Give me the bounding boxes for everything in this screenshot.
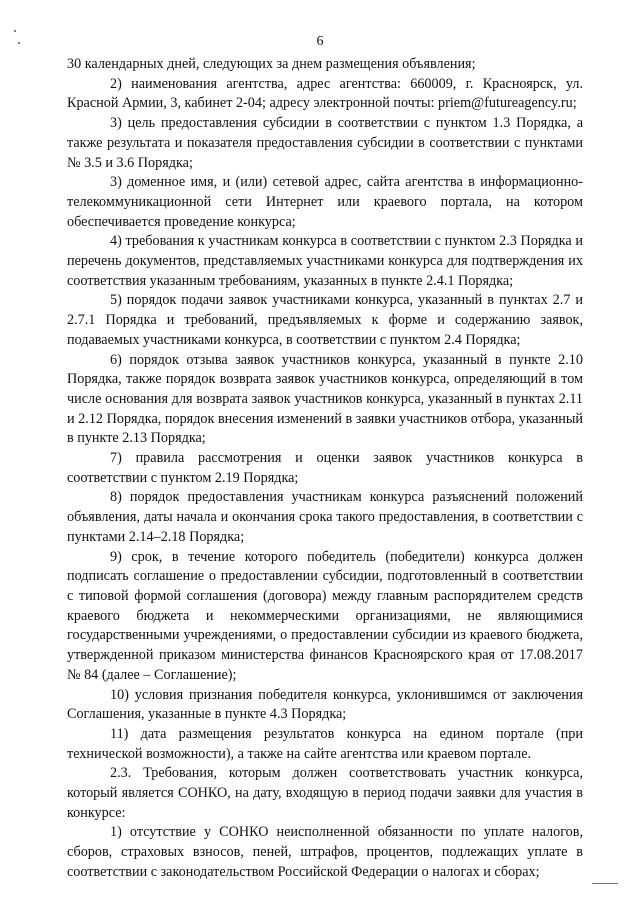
paragraph-item-9: 9) срок, в течение которого победитель (победители) конкурса должен подписать соглашение о предоставлении субсидии, подготовленный в соответствии с типовой формой соглашения (договора) между главным распорядителем средств краевого бюджета и некоммерческими организациями, не являющимися государственными учреждениями, о предоставлении субсидии из краевого бюджета, утвержденной приказом министерства финансов Красноярского края от 17.08.2017 № 84 (далее – Соглашение); (67, 548, 583, 683)
paragraph-item-2: 2) наименования агентства, адрес агентства: 660009, г. Красноярск, ул. Красной Армии, 3, кабинет 2-04; адресу электронной почты: priem@futureagency.ru; (67, 75, 583, 112)
paragraph-item-5: 5) порядок подачи заявок участниками конкурса, указанный в пунктах 2.7 и 2.7.1 Порядка и требований, предъявляемых к форме и содержанию заявок, подаваемых участниками конкурса, в соответствии с пунктом 2.4 Порядка; (67, 292, 583, 348)
paragraph-item-8: 8) порядок предоставления участникам конкурса разъяснений положений объявления, даты начала и окончания срока такого предоставления, в соответствии с пунктами 2.14–2.18 Порядка; (67, 489, 583, 545)
paragraph-item-7: 7) правила рассмотрения и оценки заявок участников конкурса в соответствии с пунктом 2.19 Порядка; (67, 450, 583, 486)
scan-speck (18, 42, 20, 44)
paragraph-continuation: 30 календарных дней, следующих за днем размещения объявления; (67, 56, 476, 72)
scan-speck (14, 30, 16, 32)
paragraph-item-10: 10) условия признания победителя конкурса, уклонившимся от заключения Соглашения, указанные в пункте 4.3 Порядка; (67, 686, 583, 723)
paragraph-item-4: 4) требования к участникам конкурса в соответствии с пунктом 2.3 Порядка и перечень документов, представляемых участниками конкурса для подтверждения их соответствия указанным требованиям, указанных в пункте 2.4.1 Порядка; (67, 233, 583, 289)
paragraph-item-6: 6) порядок отзыва заявок участников конкурса, указанный в пункте 2.10 Порядка, также порядок возврата заявок участников конкурса, определяющий в том числе основания для возврата заявок участников конкурса, указанный в пунктах 2.11 и 2.12 Порядка, порядок внесения изменений в заявки участников отбора, указанный в пункте 2.13 Порядка; (67, 351, 583, 447)
page-number: 6 (316, 34, 324, 49)
paragraph-requirement-1: 1) отсутствие у СОНКО неисполненной обязанности по уплате налогов, сборов, страховых взносов, пеней, штрафов, процентов, подлежащих уплате в соответствии с законодательством Российской Федерации о налогах и сборах; (67, 824, 583, 880)
paragraph-section-2-3: 2.3. Требования, которым должен соответствовать участник конкурса, который является СОНКО, на дату, входящую в период подачи заявки для участия в конкурсе: (67, 765, 583, 821)
paragraph-item-3-domain: 3) доменное имя, и (или) сетевой адрес, сайта агентства в информационно-телекоммуникационной сети Интернет или краевого портала, на котором обеспечивается проведение конкурса; (67, 174, 583, 230)
footer-divider (592, 883, 618, 884)
paragraph-item-3: 3) цель предоставления субсидии в соответствии с пунктом 1.3 Порядка, а также результата и показателя предоставления субсидии в соответствии с пунктами № 3.5 и 3.6 Порядка; (67, 115, 583, 171)
document-body (67, 55, 583, 883)
paragraph-item-11: 11) дата размещения результатов конкурса на едином портале (при технической возможности), а также на сайте агентства или краевом портале. (67, 725, 583, 762)
